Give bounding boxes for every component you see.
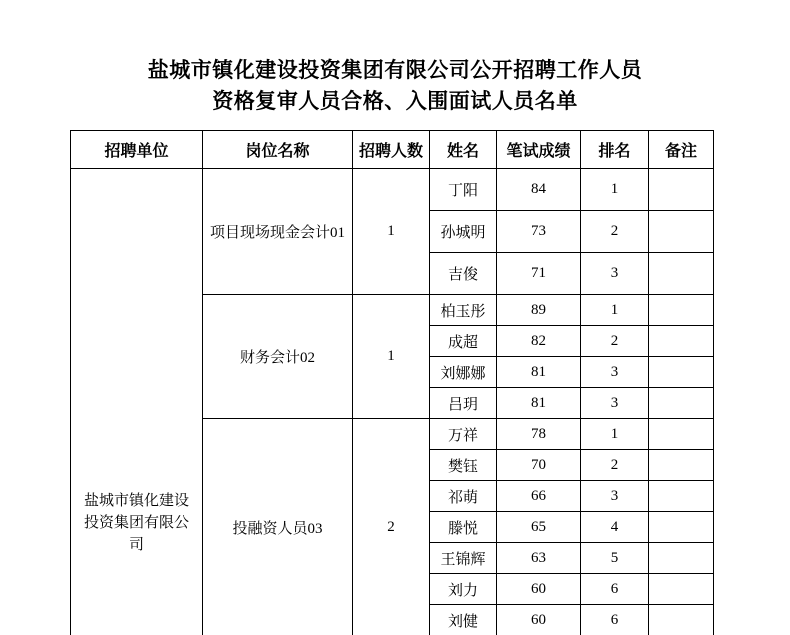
candidate-name-cell: 丁阳 xyxy=(430,169,497,211)
remark-cell xyxy=(649,512,714,543)
candidate-name-cell: 樊钰 xyxy=(430,450,497,481)
candidate-name-cell: 柏玉彤 xyxy=(430,295,497,326)
candidate-name-cell: 刘力 xyxy=(430,574,497,605)
position-name-cell: 财务会计02 xyxy=(203,295,353,419)
candidate-name-cell: 万祥 xyxy=(430,419,497,450)
remark-cell xyxy=(649,295,714,326)
written-score-cell: 66 xyxy=(497,481,581,512)
written-score-cell: 73 xyxy=(497,211,581,253)
remark-cell xyxy=(649,574,714,605)
candidate-name-cell: 孙城明 xyxy=(430,211,497,253)
column-header: 招聘人数 xyxy=(353,131,430,169)
candidate-name-cell: 吉俊 xyxy=(430,253,497,295)
recruit-count-cell: 2 xyxy=(353,419,430,635)
rank-cell: 3 xyxy=(581,357,649,388)
rank-cell: 4 xyxy=(581,512,649,543)
remark-cell xyxy=(649,357,714,388)
recruit-count-cell: 1 xyxy=(353,295,430,419)
column-header: 岗位名称 xyxy=(203,131,353,169)
remark-cell xyxy=(649,605,714,635)
column-header: 排名 xyxy=(581,131,649,169)
rank-cell: 6 xyxy=(581,574,649,605)
candidate-row xyxy=(71,169,714,211)
column-header: 笔试成绩 xyxy=(497,131,581,169)
remark-cell xyxy=(649,253,714,295)
recruiting-unit-cell xyxy=(71,169,203,635)
rank-cell: 2 xyxy=(581,326,649,357)
header-row xyxy=(71,131,714,169)
written-score-cell: 65 xyxy=(497,512,581,543)
rank-cell: 2 xyxy=(581,211,649,253)
recruiting-unit-name: 盐城市镇化建设投资集团有限公司 xyxy=(83,493,189,553)
table-header xyxy=(71,131,714,169)
rank-cell: 1 xyxy=(581,419,649,450)
title-line-1: 盐城市镇化建设投资集团有限公司公开招聘工作人员 xyxy=(147,59,643,82)
position-name-cell: 投融资人员03 xyxy=(203,419,353,635)
written-score-cell: 84 xyxy=(497,169,581,211)
remark-cell xyxy=(649,481,714,512)
remark-cell xyxy=(649,211,714,253)
rank-cell: 1 xyxy=(581,295,649,326)
candidate-name-cell: 刘娜娜 xyxy=(430,357,497,388)
rank-cell: 1 xyxy=(581,169,649,211)
remark-cell xyxy=(649,419,714,450)
remark-cell xyxy=(649,543,714,574)
rank-cell: 3 xyxy=(581,388,649,419)
written-score-cell: 89 xyxy=(497,295,581,326)
candidate-name-cell: 成超 xyxy=(430,326,497,357)
candidate-name-cell: 祁萌 xyxy=(430,481,497,512)
remark-cell xyxy=(649,326,714,357)
rank-cell: 3 xyxy=(581,253,649,295)
candidate-roster-table xyxy=(70,130,714,635)
table-body xyxy=(71,169,714,635)
candidate-name-cell: 滕悦 xyxy=(430,512,497,543)
written-score-cell: 81 xyxy=(497,357,581,388)
written-score-cell: 81 xyxy=(497,388,581,419)
remark-cell xyxy=(649,388,714,419)
written-score-cell: 82 xyxy=(497,326,581,357)
column-header: 招聘单位 xyxy=(71,131,203,169)
document-title xyxy=(0,55,790,117)
candidate-name-cell: 吕玥 xyxy=(430,388,497,419)
recruit-count-cell: 1 xyxy=(353,169,430,295)
column-header: 备注 xyxy=(649,131,714,169)
written-score-cell: 71 xyxy=(497,253,581,295)
rank-cell: 6 xyxy=(581,605,649,635)
remark-cell xyxy=(649,450,714,481)
position-name-cell: 项目现场现金会计01 xyxy=(203,169,353,295)
written-score-cell: 70 xyxy=(497,450,581,481)
column-header: 姓名 xyxy=(430,131,497,169)
rank-cell: 5 xyxy=(581,543,649,574)
remark-cell xyxy=(649,169,714,211)
written-score-cell: 78 xyxy=(497,419,581,450)
rank-cell: 2 xyxy=(581,450,649,481)
written-score-cell: 60 xyxy=(497,605,581,635)
candidate-name-cell: 王锦辉 xyxy=(430,543,497,574)
written-score-cell: 63 xyxy=(497,543,581,574)
written-score-cell: 60 xyxy=(497,574,581,605)
title-line-2: 资格复审人员合格、入围面试人员名单 xyxy=(212,90,578,113)
rank-cell: 3 xyxy=(581,481,649,512)
candidate-name-cell: 刘健 xyxy=(430,605,497,635)
